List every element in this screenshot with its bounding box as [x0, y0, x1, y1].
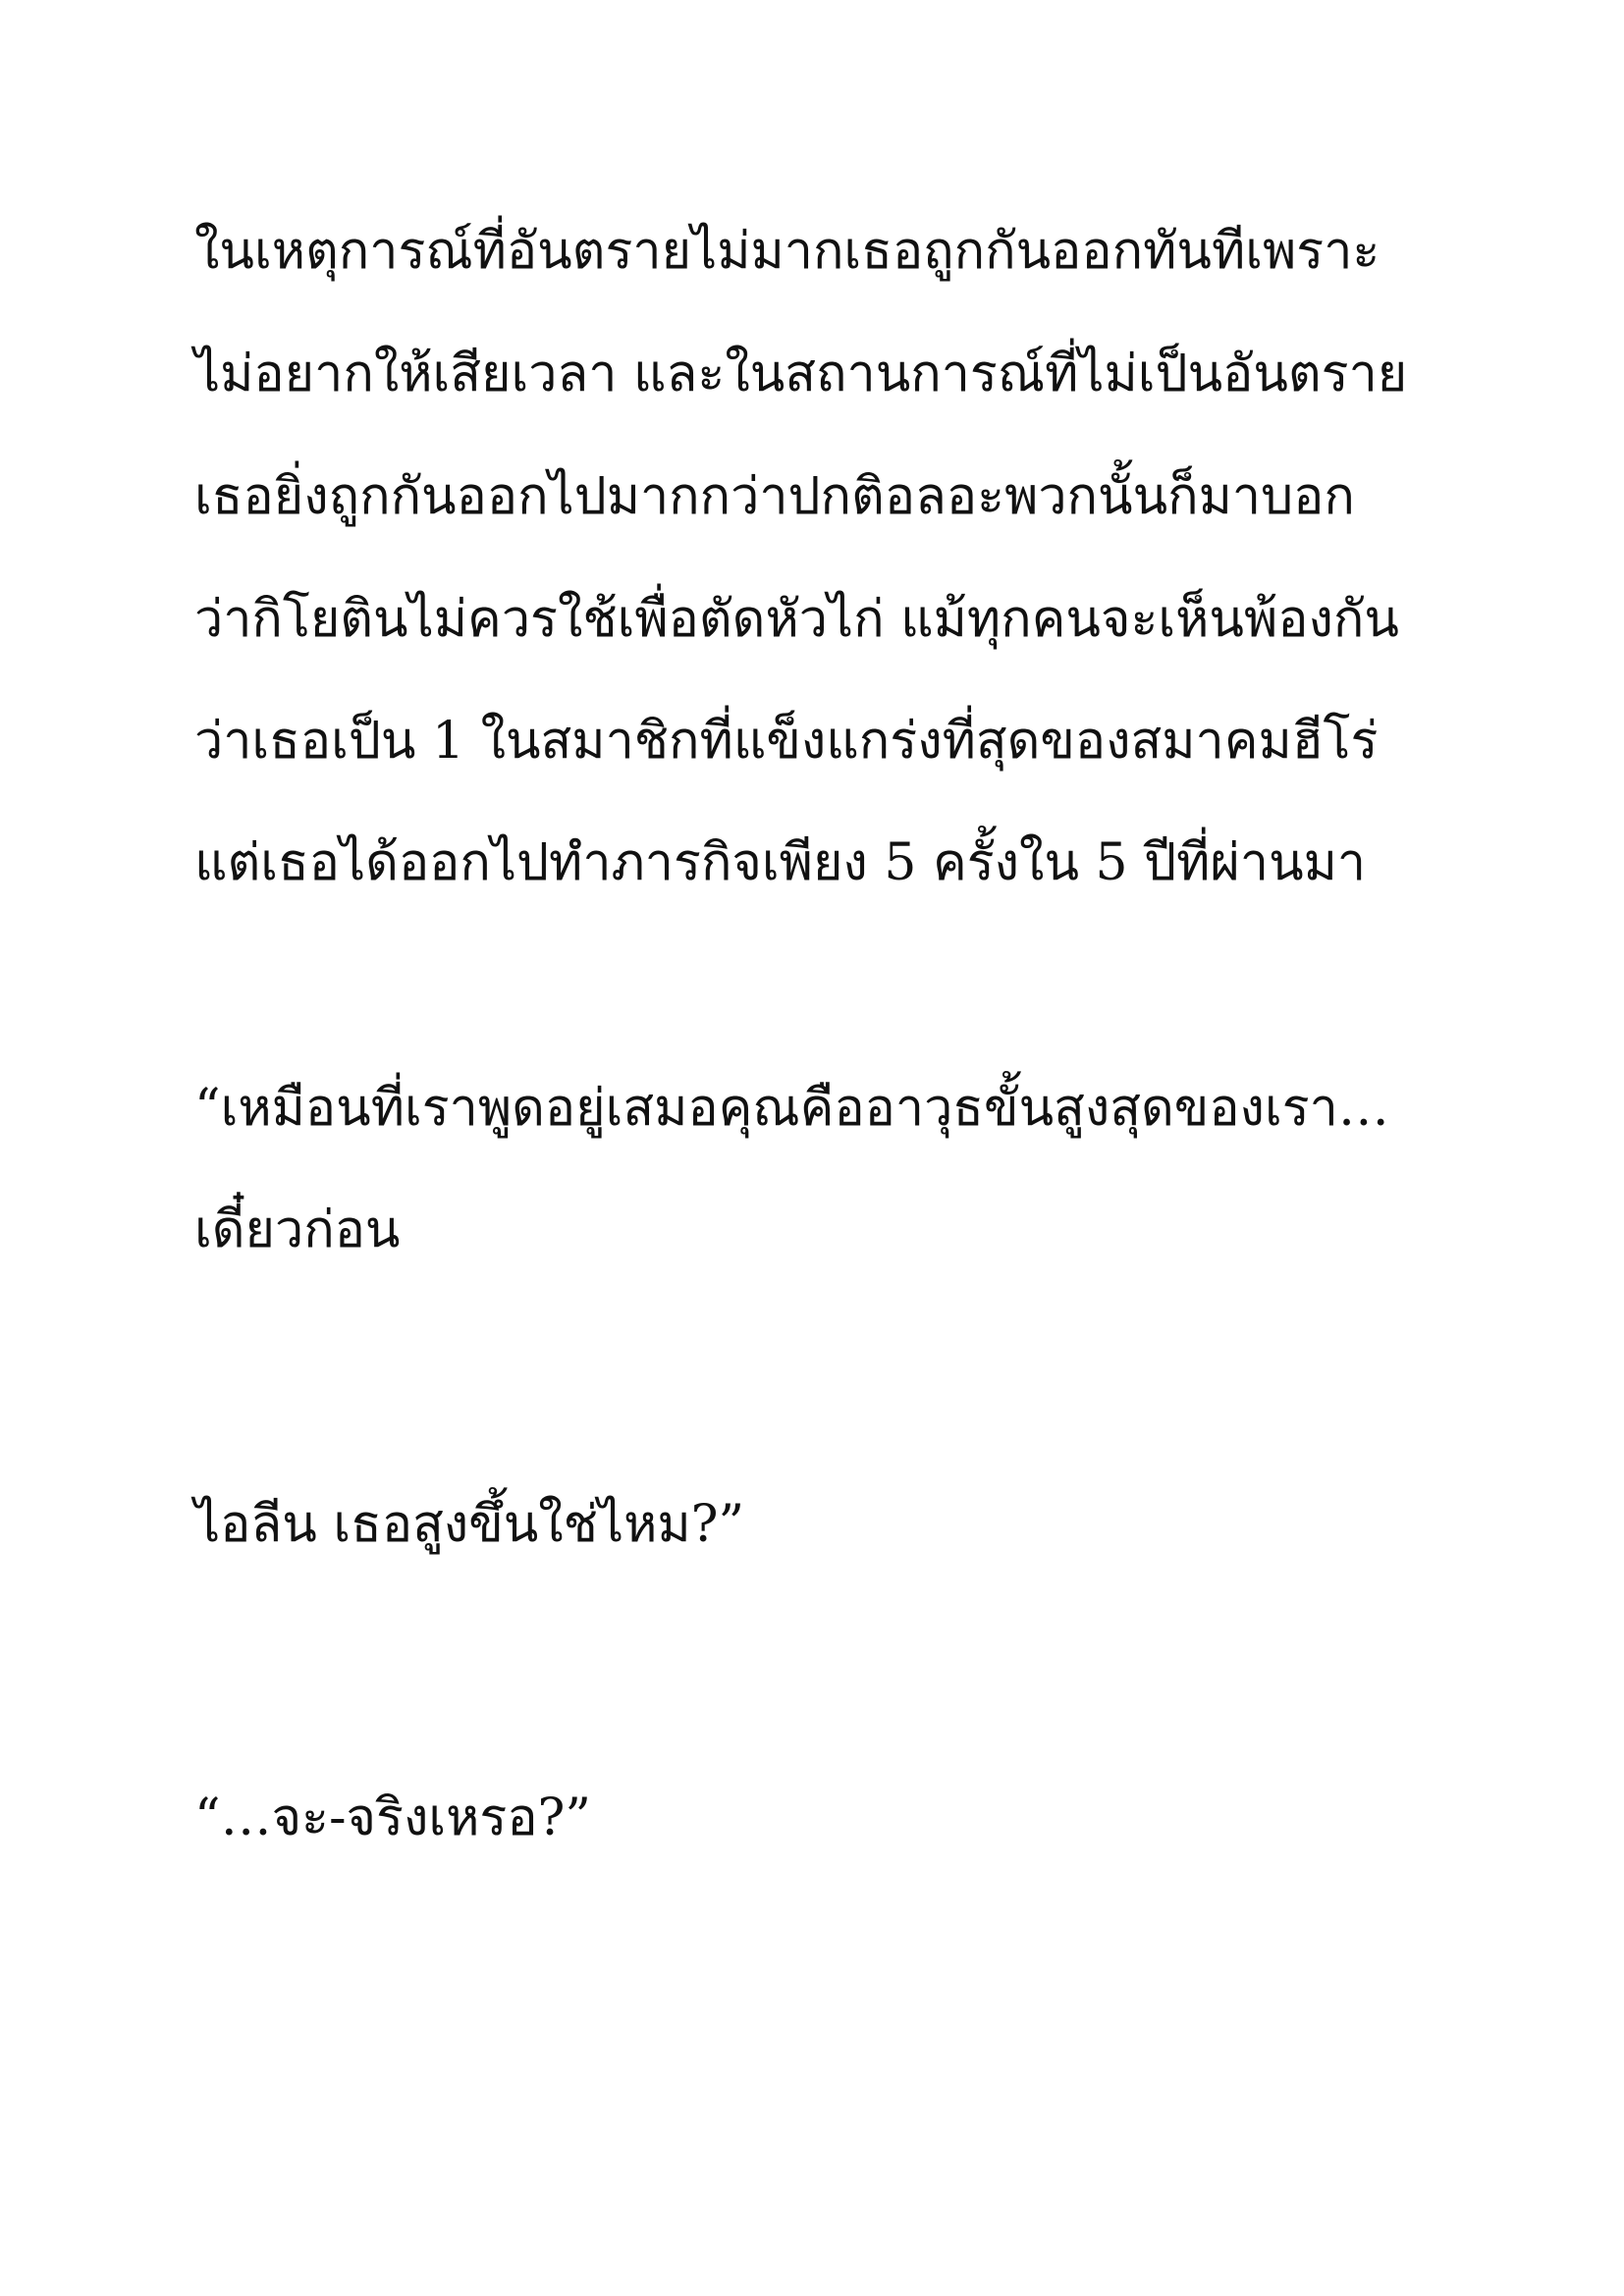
paragraph-3: ไอลีน เธอสูงขึ้นใช่ไหม?” [194, 1495, 745, 1554]
paragraph-2-line-1: “เหมือนที่เราพูดอยู่เสมอคุณคืออาวุธขั้นสูงสุดของเรา… [194, 1079, 1389, 1138]
paragraph-1-line-4: ว่ากิโยตินไม่ควรใช้เพื่อตัดหัวไก่ แม้ทุกคนจะเห็นพ้องกัน [194, 590, 1399, 649]
paragraph-1-line-1: ในเหตุการณ์ที่อันตรายไม่มากเธอถูกกันออกทันทีเพราะ [194, 222, 1380, 281]
paragraph-1-line-3: เธอยิ่งถูกกันออกไปมากกว่าปกติอลอะพวกนั้นก็มาบอก [194, 467, 1355, 526]
paragraph-4: “…จะ-จริงเหรอ?” [194, 1789, 592, 1847]
paragraph-1-line-6: แต่เธอได้ออกไปทำภารกิจเพียง 5 ครั้งใน 5 ปีที่ผ่านมา [194, 833, 1367, 892]
paragraph-1-line-2: ไม่อยากให้เสียเวลา และในสถานการณ์ที่ไม่เป็นอันตราย [194, 345, 1408, 403]
paragraph-2-line-2: เดี๋ยวก่อน [194, 1201, 401, 1259]
paragraph-1-line-5: ว่าเธอเป็น 1 ในสมาชิกที่แข็งแกร่งที่สุดของสมาคมฮีโร่ [194, 712, 1379, 771]
